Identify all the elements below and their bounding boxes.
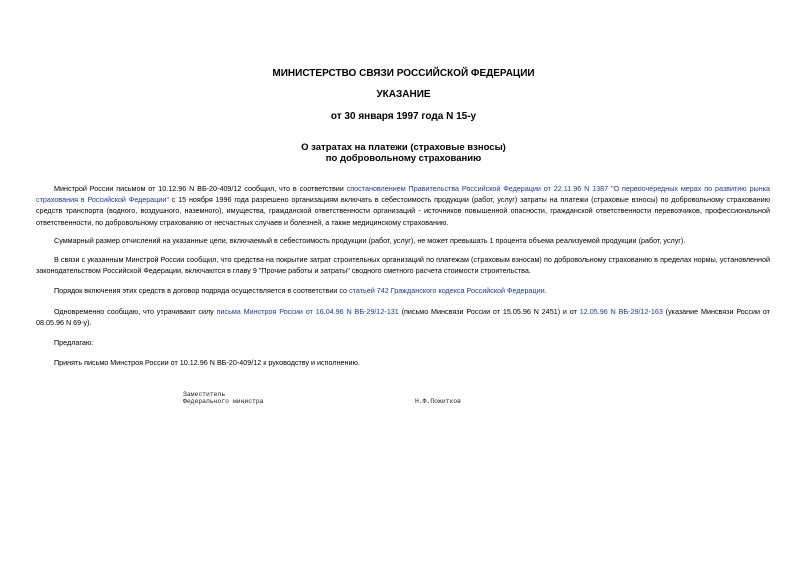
- signatory-title-line-2: Федерального министра: [183, 398, 264, 405]
- paragraph-5-text-b: (письмо Минсвязи России от 15.05.96 N 2451) и от: [398, 307, 580, 316]
- paragraph-1-text-b: с 15 ноября 1996 года разрешено организациям включать в себестоимость продукции (работ, услуг) затраты на платежи (страховые взносы) по добровольному страхованию средств транспорта (водного, воздушного, наземного), имущества, гражданской ответственности организаций - источников повышенной опасности, гражданской ответственности перевозчиков, профессиональной ответственности, по добровольному страхованию от несчастных случаев и болезней, а также медицинскому страхованию.: [36, 195, 770, 227]
- link-letter-vb-29-12-163[interactable]: 12.05.96 N ВБ-29/12-163: [579, 307, 663, 316]
- document-title-line-2: по добровольному страхованию: [325, 153, 482, 164]
- document-title-line-1: О затратах на платежи (страховые взносы): [301, 142, 506, 153]
- link-government-decree-1387[interactable]: спостановлением Правительства Российской Федерации от 22.11.96 N 1387 "О первоочередных мерах по развитию рынка страхования в Российской Федерации": [36, 184, 770, 205]
- paragraph-4: [36, 285, 770, 296]
- signatory-name: Н.Ф.Пожитков: [415, 398, 462, 405]
- link-letter-vb-29-12-131[interactable]: письма Минстроя России от 16.04.96 N ВБ-29/12-131: [216, 307, 399, 316]
- paragraph-5: [36, 306, 770, 328]
- document-date-number: от 30 января 1997 года N 15-у: [330, 111, 477, 122]
- paragraph-3: В связи с указанным Минстрой России сообщил, что средства на покрытие затрат строительных организаций по платежам (страховым взносам) по добровольному страхованию в пределах нормы, установленной законодательством Российской Федерации, включаются в главу 9 "Прочие работы и затраты" сводного сметного расчета стоимости строительства.: [36, 255, 770, 276]
- document-type: УКАЗАНИЕ: [376, 89, 431, 100]
- paragraph-6: Предлагаю:: [54, 338, 94, 347]
- paragraph-1: [36, 183, 770, 228]
- paragraph-5-text-c: (указание Минсвязи России от 08.05.96 N 69-у).: [36, 307, 770, 328]
- paragraph-1-text-a: Минстрой России письмом от 10.12.96 N ВБ-20-409/12 сообщил, что в соответствии: [54, 184, 347, 193]
- paragraph-4-text-a: Порядок включения этих средств в договор подряда осуществляется в соответствии со: [54, 286, 350, 295]
- paragraph-5-text-a: Одновременно сообщаю, что утрачивают силу: [54, 307, 217, 316]
- link-civil-code-article-742[interactable]: статьей 742 Гражданского кодекса Российской Федерации: [349, 286, 545, 295]
- paragraph-4-text-b: .: [544, 286, 547, 295]
- paragraph-2: Суммарный размер отчислений на указанные цели, включаемый в себестоимость продукции (работ, услуг), не может превышать 1 процента объема реализуемой продукции (работ, услуг).: [54, 236, 686, 245]
- issuing-authority: МИНИСТЕРСТВО СВЯЗИ РОССИЙСКОЙ ФЕДЕРАЦИИ: [272, 68, 535, 79]
- signatory-title-line-1: Заместитель: [183, 391, 226, 398]
- paragraph-7: Принять письмо Минстроя России от 10.12.96 N ВБ-20-409/12 к руководству и исполнению.: [54, 358, 360, 367]
